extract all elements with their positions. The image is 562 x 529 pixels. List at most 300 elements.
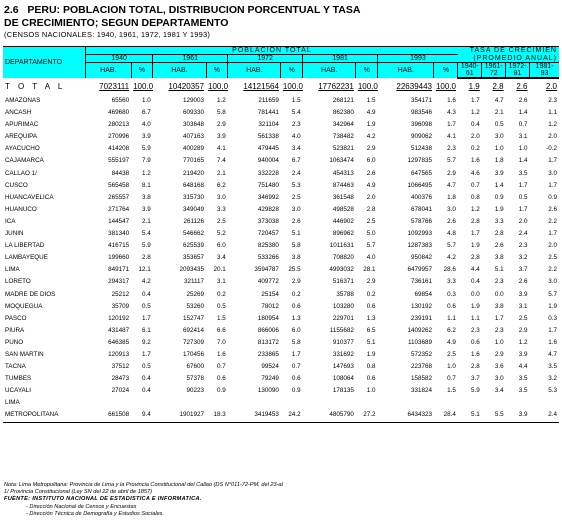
header-year-1940: 1940 xyxy=(86,55,153,63)
cell: 35788 xyxy=(336,290,354,298)
header-departamento: DEPARTAMENTO xyxy=(3,47,86,79)
cell: 25269 xyxy=(186,290,205,298)
cell: 3.1 xyxy=(216,278,226,286)
table-container xyxy=(3,46,559,423)
cell: 4.7 xyxy=(548,350,557,358)
cell: 646385 xyxy=(108,338,130,346)
header-rate-bottom: 93 xyxy=(530,70,560,78)
cell: 1.7 xyxy=(548,181,557,189)
cell: 2.8 xyxy=(366,205,376,213)
cell: 1.2 xyxy=(216,97,226,104)
header-hab: HAB. xyxy=(303,63,356,79)
cell: 454313 xyxy=(332,169,354,177)
cell: 17762231 xyxy=(318,81,354,91)
cell: 6.7 xyxy=(142,109,151,117)
cell: 3.8 xyxy=(291,254,301,262)
cell: 24.2 xyxy=(281,409,303,422)
table-row xyxy=(3,216,559,228)
cell: 3.0 xyxy=(494,375,504,383)
cell: 910377 xyxy=(332,338,354,346)
cell: 3.7 xyxy=(518,266,528,274)
cell: 1066495 xyxy=(407,181,432,189)
cell: 0.5 xyxy=(216,302,226,310)
cell: 648168 xyxy=(183,181,205,189)
cell: 1.7 xyxy=(518,181,528,189)
cell: 0.9 xyxy=(494,193,504,201)
cell: 2.9 xyxy=(494,350,504,358)
cell: 0.2 xyxy=(470,145,480,153)
cell: 1.6 xyxy=(470,350,480,358)
cell: 2.9 xyxy=(518,326,528,334)
cell: 1.1 xyxy=(447,314,456,322)
table-row xyxy=(3,240,559,252)
cell: 0.6 xyxy=(366,375,376,383)
cell: 1.0 xyxy=(142,97,151,104)
cell: 3.3 xyxy=(216,205,226,213)
cell: 1092993 xyxy=(407,230,432,238)
cell: 1.3 xyxy=(291,314,301,322)
cell: 25.5 xyxy=(288,266,301,274)
cell: 1.0 xyxy=(447,363,456,371)
cell: 0.3 xyxy=(447,290,456,298)
cell: 233865 xyxy=(257,350,279,358)
cell: 2.8 xyxy=(470,217,480,225)
cell: 342964 xyxy=(332,121,354,129)
cell: 28473 xyxy=(111,375,130,383)
cell: 353657 xyxy=(183,254,205,262)
cell: 3.4 xyxy=(291,145,301,153)
cell: 199660 xyxy=(108,254,130,262)
cell: 1.7 xyxy=(447,121,456,129)
cell: 268121 xyxy=(332,97,354,104)
cell: 1.4 xyxy=(494,181,504,189)
cell: 2.2 xyxy=(548,217,557,225)
cell: 6.0 xyxy=(291,326,301,334)
cell: 661508 xyxy=(86,409,132,422)
cell: 400376 xyxy=(410,193,432,201)
department-name: LIMA xyxy=(5,399,20,407)
cell: 1.7 xyxy=(470,230,480,238)
cell: 578766 xyxy=(410,217,432,225)
cell: 1.7 xyxy=(470,97,480,104)
cell: 4.7 xyxy=(494,97,504,104)
cell: 738482 xyxy=(332,133,354,141)
cell: 2.8 xyxy=(470,363,480,371)
cell: 4993032 xyxy=(329,266,354,274)
cell: 2.9 xyxy=(291,278,301,286)
cell: 5.9 xyxy=(470,387,480,395)
cell: 0.4 xyxy=(142,387,151,395)
cell: 1.9 xyxy=(366,121,376,129)
cell: 3.1 xyxy=(518,133,528,141)
cell: 0.7 xyxy=(470,181,480,189)
cell: 294317 xyxy=(108,278,130,286)
cell: 3.0 xyxy=(548,278,557,286)
table-header xyxy=(3,47,559,79)
cell: 331692 xyxy=(332,350,354,358)
cell: 1.2 xyxy=(470,109,480,117)
department-name: LAMBAYEQUE xyxy=(5,254,48,262)
cell: 1.5 xyxy=(366,97,376,104)
cell xyxy=(153,397,206,409)
cell: 0.6 xyxy=(470,338,480,346)
cell: 5.7 xyxy=(447,157,456,165)
cell: 6.2 xyxy=(216,181,226,189)
cell: 1.0 xyxy=(366,387,376,395)
cell: 512438 xyxy=(410,145,432,153)
cell: 5.7 xyxy=(548,290,557,298)
cell: 4.1 xyxy=(216,145,226,153)
cell: 0.4 xyxy=(142,375,151,383)
cell: 1.9 xyxy=(470,242,480,250)
cell xyxy=(356,397,378,409)
cell: 5.5 xyxy=(482,409,506,422)
header-year-1981: 1981 xyxy=(303,55,378,63)
cell: 2.2 xyxy=(548,266,557,274)
department-name: HUANCAVELICA xyxy=(5,193,54,201)
cell: 100.0 xyxy=(133,81,153,91)
cell: 211659 xyxy=(258,97,279,104)
cell: 6.0 xyxy=(216,242,226,250)
cell: 100.0 xyxy=(282,81,303,91)
cell: 1.2 xyxy=(518,338,528,346)
header-tasa: TASA DE CRECIMIEN xyxy=(458,47,559,55)
cell: 940004 xyxy=(257,157,279,165)
cell: 736161 xyxy=(410,278,432,286)
table-row xyxy=(3,349,559,361)
cell: 0.0 xyxy=(494,290,504,298)
table-row xyxy=(3,204,559,216)
department-name: MOQUEGUA xyxy=(5,302,43,310)
cell: 479445 xyxy=(257,145,279,153)
cell: 78012 xyxy=(261,302,279,310)
cell: 7.4 xyxy=(216,157,226,165)
cell: 3.0 xyxy=(494,133,504,141)
cell: 825380 xyxy=(257,242,279,250)
cell: 8.1 xyxy=(142,181,151,189)
cell: 0.2 xyxy=(366,290,376,298)
cell: 331824 xyxy=(410,387,432,395)
table-row xyxy=(3,361,559,373)
cell: 1.5 xyxy=(291,97,301,104)
cell: 2.9 xyxy=(216,121,226,129)
department-name: JUNIN xyxy=(5,230,24,238)
cell: 0.7 xyxy=(216,363,226,371)
cell: 909062 xyxy=(410,133,432,141)
cell: 555197 xyxy=(108,157,130,165)
cell: 416715 xyxy=(108,242,130,250)
department-name: AMAZONAS xyxy=(5,97,41,104)
cell: 727309 xyxy=(183,338,205,346)
cell: 6.7 xyxy=(291,157,301,165)
cell: 1.2 xyxy=(142,169,151,177)
header-promedio: (PROMEDIO ANUAL) xyxy=(458,55,559,63)
cell: 2.3 xyxy=(470,326,480,334)
cell: 0.6 xyxy=(447,302,456,310)
cell: 3594787 xyxy=(254,266,279,274)
cell: 1.5 xyxy=(216,314,226,322)
cell: 2.6 xyxy=(447,217,456,225)
cell: 751480 xyxy=(257,181,279,189)
cell: 18.3 xyxy=(206,409,228,422)
cell: 2.6 xyxy=(548,205,557,213)
cell: 409772 xyxy=(257,278,279,286)
cell: 3.9 xyxy=(142,205,151,213)
cell: 0.6 xyxy=(366,302,376,310)
cell: 2.0 xyxy=(366,193,376,201)
cell: 1063474 xyxy=(329,157,354,165)
department-name: AYACUCHO xyxy=(5,145,40,153)
cell: 2.3 xyxy=(494,326,504,334)
cell: 346992 xyxy=(257,193,279,201)
cell: 2.8 xyxy=(494,230,504,238)
cell: 0.5 xyxy=(494,121,504,129)
cell: 4.9 xyxy=(366,109,376,117)
cell: 180954 xyxy=(257,314,279,322)
cell: 1.8 xyxy=(447,193,456,201)
title-line-2: DE CRECIMIENTO; SEGUN DEPARTAMENTO xyxy=(4,17,229,29)
cell: 4.1 xyxy=(447,133,456,141)
table-row xyxy=(3,373,559,385)
cell: 431487 xyxy=(108,326,130,334)
cell: 0.4 xyxy=(470,278,480,286)
cell: 270996 xyxy=(108,133,130,141)
department-name: TUMBES xyxy=(5,375,32,383)
cell: 229701 xyxy=(332,314,354,322)
cell: 4805790 xyxy=(303,409,356,422)
cell: 3.9 xyxy=(518,350,528,358)
table-row xyxy=(3,192,559,204)
cell: 692414 xyxy=(183,326,205,334)
cell: 28.6 xyxy=(443,266,456,274)
source-dir-1: - Dirección Nacional de Censos y Encuestas xyxy=(26,503,137,510)
header-year-1972: 1972 xyxy=(228,55,303,63)
cell: 1287383 xyxy=(407,242,432,250)
department-name: LORETO xyxy=(5,278,31,286)
cell: 3.9 xyxy=(506,409,530,422)
cell: 25212 xyxy=(111,290,130,298)
table-row xyxy=(3,325,559,337)
cell: 65560 xyxy=(111,97,130,104)
department-name: UCAYALI xyxy=(5,387,32,395)
cell: 4.7 xyxy=(447,181,456,189)
cell: 2.4 xyxy=(518,230,528,238)
population-table xyxy=(3,46,559,423)
cell: 2.4 xyxy=(291,169,301,177)
cell: 1.4 xyxy=(518,109,528,117)
cell: 2.0 xyxy=(470,133,480,141)
cell: 12.1 xyxy=(138,266,151,274)
cell: 2.4 xyxy=(530,409,560,422)
cell: 22639443 xyxy=(396,81,432,91)
header-year-1961: 1961 xyxy=(153,55,228,63)
cell: 720457 xyxy=(257,230,279,238)
cell xyxy=(131,397,153,409)
cell: 120192 xyxy=(108,314,130,322)
cell: 1.6 xyxy=(470,157,480,165)
cell: 2.8 xyxy=(492,82,504,91)
cell: 1.8 xyxy=(494,157,504,165)
cell: 79249 xyxy=(261,375,279,383)
cell: 7023111 xyxy=(99,81,130,91)
cell: 2.0 xyxy=(548,242,557,250)
cell: 1.7 xyxy=(548,326,557,334)
cell: 100.0 xyxy=(357,81,378,91)
department-name: TACNA xyxy=(5,363,26,371)
cell: 2.3 xyxy=(494,278,504,286)
cell: 5.1 xyxy=(494,266,504,274)
cell: 1.3 xyxy=(366,314,376,322)
cell: 1011631 xyxy=(329,242,354,250)
cell: 2093435 xyxy=(179,266,205,274)
table-row xyxy=(3,131,559,143)
cell xyxy=(506,397,530,409)
table-row xyxy=(3,276,559,288)
cell: 4.3 xyxy=(447,109,456,117)
cell: 5.1 xyxy=(366,338,376,346)
cell xyxy=(281,397,303,409)
table-row xyxy=(3,409,559,422)
cell: 4.9 xyxy=(366,181,376,189)
cell: 5.1 xyxy=(458,409,482,422)
table-row xyxy=(3,301,559,313)
cell: 2.6 xyxy=(291,217,301,225)
cell: 108064 xyxy=(332,375,354,383)
cell: 10420357 xyxy=(168,81,205,91)
cell: 533266 xyxy=(257,254,279,262)
department-name: MADRE DE DIOS xyxy=(5,290,56,298)
table-row xyxy=(3,119,559,131)
header-hab: HAB. xyxy=(228,63,281,79)
cell: 565458 xyxy=(108,181,130,189)
title-line-1: PERU: POBLACION TOTAL, DISTRIBUCION PORCENTUAL Y TASA xyxy=(27,4,361,16)
cell: 1.1 xyxy=(470,314,480,322)
cell: 874463 xyxy=(332,181,354,189)
cell: 2.1 xyxy=(142,217,151,225)
cell: 4.2 xyxy=(366,133,376,141)
cell: 0.6 xyxy=(291,302,301,310)
cell: 2.6 xyxy=(518,97,528,104)
cell: 3.3 xyxy=(494,217,504,225)
note-line-1: Nota: Lima Metropolitana: Provincia de Lima y la Provincia Constitucional del Callao (DS N°011-72-PM, del 23-al xyxy=(4,482,283,488)
cell: 0.7 xyxy=(291,363,301,371)
cell: 2.5 xyxy=(366,217,376,225)
cell xyxy=(303,397,356,409)
cell: 361548 xyxy=(332,193,354,201)
header-rate-bottom: 81 xyxy=(506,70,530,78)
cell: 271764 xyxy=(108,205,130,213)
cell: 2.6 xyxy=(494,242,504,250)
cell: 178135 xyxy=(332,387,354,395)
department-name: LA LIBERTAD xyxy=(5,242,45,250)
cell: 2.5 xyxy=(216,217,226,225)
cell: 0.6 xyxy=(216,375,226,383)
cell: 0.8 xyxy=(366,363,376,371)
cell: 523821 xyxy=(332,145,354,153)
cell: 144547 xyxy=(108,217,130,225)
cell: 0.9 xyxy=(291,387,301,395)
cell: 219420 xyxy=(183,169,205,177)
cell: 4.0 xyxy=(142,121,151,129)
cell: 1.9 xyxy=(548,302,557,310)
notes xyxy=(4,482,283,518)
cell: 6.6 xyxy=(216,326,226,334)
cell: 280213 xyxy=(108,121,130,129)
cell: 0.3 xyxy=(548,314,557,322)
cell: 147693 xyxy=(332,363,354,371)
cell: 69854 xyxy=(414,290,432,298)
cell: 1.4 xyxy=(518,157,528,165)
cell: 1409262 xyxy=(407,326,432,334)
cell: 781441 xyxy=(257,109,279,117)
cell: 1.9 xyxy=(494,205,504,213)
cell: 446902 xyxy=(332,217,354,225)
cell: 2.5 xyxy=(447,350,456,358)
cell: 99524 xyxy=(261,363,279,371)
cell: 6.5 xyxy=(366,326,376,334)
header-hab: HAB. xyxy=(378,63,434,79)
cell: 349049 xyxy=(183,205,205,213)
header-rate-top: 1981- xyxy=(530,63,560,71)
cell: 5.9 xyxy=(142,242,151,250)
department-name: SAN MARTIN xyxy=(5,350,44,358)
cell: 3.7 xyxy=(470,375,480,383)
cell: 7.0 xyxy=(216,338,226,346)
cell: 57378 xyxy=(186,375,205,383)
table-row xyxy=(3,337,559,349)
cell: 1.9 xyxy=(470,302,480,310)
header-hab: HAB. xyxy=(86,63,132,79)
cell: 1901927 xyxy=(153,409,206,422)
cell xyxy=(458,397,482,409)
cell: 1.2 xyxy=(470,205,480,213)
cell: 1.7 xyxy=(142,314,151,322)
cell: 4.6 xyxy=(470,169,480,177)
cell: 3.0 xyxy=(216,193,226,201)
cell: 516371 xyxy=(332,278,354,286)
cell: 3.2 xyxy=(518,254,528,262)
header-pct: % xyxy=(131,63,153,79)
cell: 572352 xyxy=(410,350,432,358)
cell: 3.4 xyxy=(216,254,226,262)
table-body xyxy=(3,78,559,422)
cell: 862380 xyxy=(332,109,354,117)
cell: 2.9 xyxy=(366,278,376,286)
cell: 3419453 xyxy=(228,409,281,422)
cell: 1.6 xyxy=(447,97,456,104)
cell: 6.2 xyxy=(447,326,456,334)
table-row xyxy=(3,107,559,119)
cell: 561338 xyxy=(257,133,279,141)
cell: 609330 xyxy=(183,109,205,117)
cell: 9.4 xyxy=(131,409,153,422)
cell: 4.9 xyxy=(447,338,456,346)
cell: 120913 xyxy=(108,350,130,358)
cell: 0.5 xyxy=(518,193,528,201)
title-number: 2.6 xyxy=(4,4,19,16)
cell: 2.1 xyxy=(216,169,226,177)
cell: 373038 xyxy=(257,217,279,225)
cell: 223768 xyxy=(410,363,432,371)
cell: 3.2 xyxy=(548,375,557,383)
cell: 100.0 xyxy=(435,81,457,91)
cell: 35709 xyxy=(111,302,130,310)
cell: 849171 xyxy=(108,266,130,274)
header-rate-bottom: 61 xyxy=(458,70,482,78)
cell: 3.5 xyxy=(548,363,557,371)
department-name: HUANUCO xyxy=(5,205,37,213)
cell: 414208 xyxy=(108,145,130,153)
